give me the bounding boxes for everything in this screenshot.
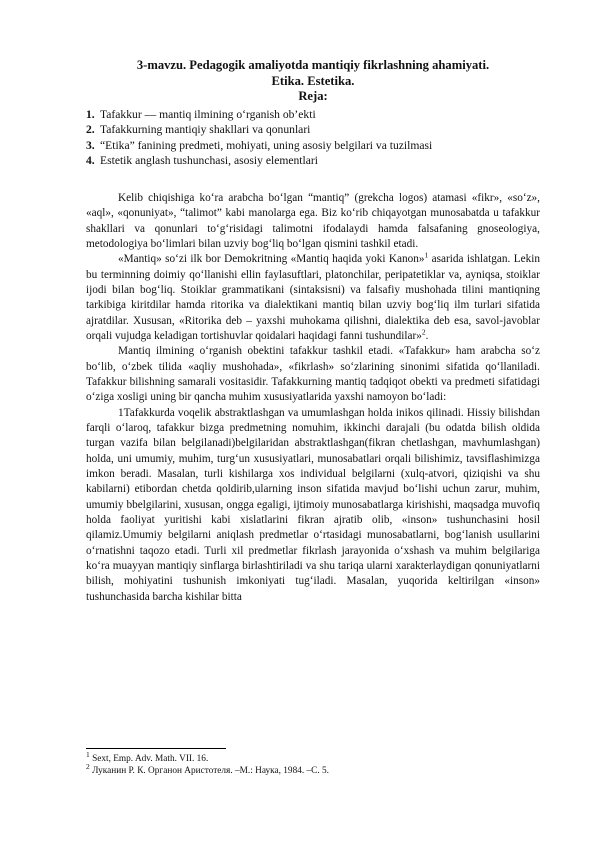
paragraph-text: . (425, 329, 429, 342)
footnotes (86, 749, 540, 777)
footnote (86, 749, 540, 765)
plan-item (86, 138, 540, 154)
footnote-text: Луканин Р. К. Органон Аристотеля. –М.: Наука, 1984. –С. 5. (89, 766, 329, 777)
plan-item (86, 122, 540, 138)
paragraph: Mantiq ilmining o‘rganish obektini tafakkur tashkil etadi. «Tafakkur» ham arabcha so‘z bo‘lib, o‘zbek tilida «aqliy mushohada», «fikrlash» so‘zlarining sinonimi sifatida qo‘llaniladi. Tafakkur bilishning samarali vositasidir. Tafakkurning mantiq tadqiqot obekti va predmeti sifatidagi o‘ziga xosligi uning bir qancha muhim xususiyatlarida yaxshi namoyon bo‘ladi: (86, 345, 540, 404)
plan-item-number: 4. (86, 154, 95, 168)
plan-item-number: 1. (86, 107, 95, 121)
paragraph (86, 252, 540, 344)
paragraph: Kelib chiqishiga ko‘ra arabcha bo‘lgan “mantiq” (grekcha logos) atamasi «fikr», «so‘z», «aql», «qonuniyat», “talimot” kabi manolarga ega. Biz ko‘rib chiqayotgan munosabatda u tafakkur shakllari va qonunlari to‘g‘risidagi talimotni ifodalaydi hamda falsafaning gnoseologiya, metodologiya bo‘limlari bilan uzviy bog‘liq bo‘lgan qismini tashkil etadi. (86, 191, 540, 250)
footnote-mark: 2 (86, 762, 90, 772)
topic-title: 3-mavzu. Pedagogik amaliyotda mantiqiy fikrlashning ahamiyati. (136, 58, 490, 72)
footnote (86, 762, 540, 777)
footnote-ref[interactable]: 1 (424, 250, 429, 260)
paragraph: 1Tafakkurda voqelik abstraktlashgan va umumlashgan holda inikos qilinadi. Hissiy bilishdan farqli o‘laroq, tafakkur bizga predmetning nomuhim, ikkinchi darajali (bu odatda bilish oldida turgan vazifa bilan belgilanadi)belgilaridan abstraktlashgan(fikran chetlashgan, mavhumlashgan) holda, uni umumiy, muhim, turg‘un xususiyatlari, munosabatlari orqali bilishimiz, tavsiflashimizga imkon beradi. Masalan, turli kishilarga xos individual belgilarni (xulq-atvori, qiziqishi va shu kabilarni) etibordan chetda qoldirib,ularning inson sifatida mavjud bo‘lishi uchun zarur, muhim, umumiy bbelgilarini, xususan, ongga egaligi, ijtimoiy munosabatlarga kirishishi, maqsadga muvofiq holda faoliyat yuritishi kabi xislatlarini fikran ajratib olib, «inson» tushunchasini hosil qilamiz.Umumiy belgilarni aniqlash predmetlar o‘rtasidagi munosabatlarni, bog‘lanish usullarini o‘rnatishni taqozo etadi. Turli xil predmetlar fikrlash jarayonida o‘xshash va muhim belgilariga ko‘ra muayyan mantiqiy sinflarga birlashtiriladi va shu tariqa ularni xarakterlaydigan qonuniyatlarni bilish, mohiyatini tushunish imkoniyati tug‘iladi. Masalan, yuqorida keltirilgan «inson» tushunchasida barcha kishilar bitta (86, 406, 540, 603)
plan-item-text: “Etika” fanining predmeti, mohiyati, uning asosiy belgilari va tuzilmasi (100, 138, 433, 152)
body-text (86, 191, 540, 605)
paragraph-text: asarida ishlatgan. Lekin bu terminning doimiy qo‘llanishi ellin faylasuftlari, platonchilar, peripatetiklar va, ayniqsa, stoiklar ijodi bilan bog‘liq. Stoiklar grammatikani (sintaksisni) va falsafiy mushohada tilini mantiqning tarkibiga kiritdilar hamda ritorika va dialektikani mantiq bilan uzviy bog‘liq ilm turlari sifatida ajratdilar. Xususan, «Ritorika deb – yaxshi muhokama qilishni, dialektika deb esa, savol-javoblar orqali vujudga keladigan tortishuvlar qoidalari haqidagi fanni tushundilar» (86, 253, 540, 342)
plan-item-number: 3. (86, 138, 95, 152)
paragraph-text: «Mantiq» so‘zi ilk bor Demokritning «Mantiq haqida yoki Kanon» (118, 253, 425, 266)
footnote-divider (86, 748, 226, 749)
plan-item-text: Estetik anglash tushunchasi, asosiy elementlari (100, 154, 318, 168)
plan-item (86, 107, 540, 123)
footnote-ref[interactable]: 2 (421, 327, 426, 337)
topic-subtitle: Etika. Estetika. (271, 73, 355, 88)
footnote-text: Sext, Emp. Adv. Math. VII. 16. (89, 754, 209, 764)
plan-item-number: 2. (86, 123, 95, 137)
plan-list (86, 107, 540, 169)
plan-item-text: Tafakkurning mantiqiy shakllari va qonunlari (100, 123, 311, 137)
footnote-mark: 1 (86, 749, 90, 759)
plan-heading: Reja: (298, 89, 328, 103)
plan-item (86, 153, 540, 169)
plan-item-text: Tafakkur — mantiq ilmining o‘rganish ob’ekti (100, 107, 316, 121)
document-page (86, 58, 540, 605)
